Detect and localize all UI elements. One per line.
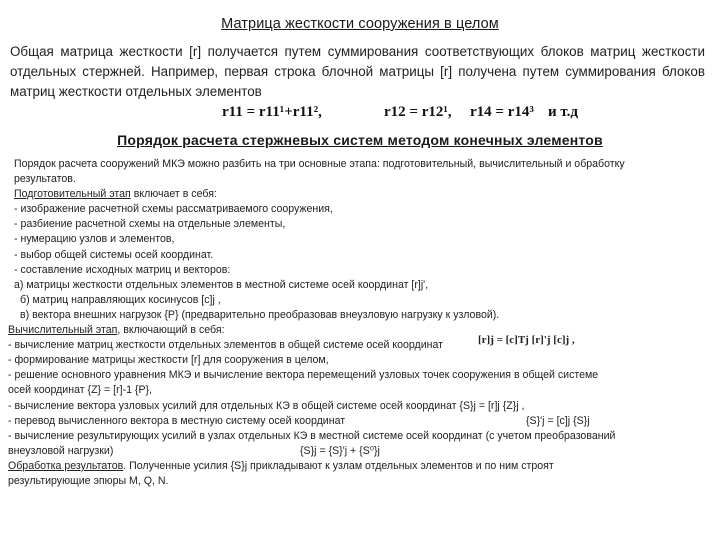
formula-result-forces: {S}j = {S}'j + {S⁰}j bbox=[300, 444, 380, 457]
text-line bbox=[8, 459, 716, 474]
list-item: - вычисление вектора узловых усилий для отдельных КЭ в общей системе осей координат {S}j = [r]j {Z}j , bbox=[8, 399, 525, 412]
formula-global-stiffness: [r]j = [c]Tj [r]'j [c]j , bbox=[478, 334, 575, 347]
list-item: - изображение расчетной схемы рассматриваемого сооружения, bbox=[14, 203, 333, 216]
text-line: Порядок расчета сооружений МКЭ можно разбить на три основные этапа: подготовительный, вычислительный и обработку bbox=[14, 158, 625, 170]
text-line bbox=[8, 187, 716, 202]
text-line bbox=[8, 323, 716, 338]
list-item bbox=[8, 414, 716, 429]
text-line: результирующие эпюры M, Q, N. bbox=[8, 474, 169, 487]
section-title: Порядок расчета стержневых систем методом конечных элементов bbox=[117, 132, 603, 148]
list-item: - составление исходных матриц и векторов: bbox=[14, 263, 231, 276]
prep-stage-label: Подготовительный этап bbox=[14, 188, 131, 201]
prep-stage-rest: включает в себя: bbox=[130, 188, 217, 201]
formula-local-forces: {S}'j = [c]j {S}j bbox=[526, 414, 590, 427]
list-item: - решение основного уравнения МКЭ и вычисление вектора перемещений узловых точек сооружения в общей системе bbox=[8, 369, 599, 382]
procedure-text bbox=[8, 157, 716, 489]
list-item: - нумерацию узлов и элементов, bbox=[14, 233, 175, 246]
text-line: результатов. bbox=[14, 173, 76, 186]
formula-r12: r12 = r12¹, bbox=[384, 104, 452, 120]
calc-stage-rest: , включающий в себя: bbox=[117, 324, 225, 337]
calc-stage-label: Вычислительный этап bbox=[8, 324, 118, 337]
formula-r14: r14 = r14³ bbox=[470, 104, 534, 120]
list-item: - вычисление результирующих усилий в узлах отдельных КЭ в местной системе осей координат (с учетом преобразований bbox=[8, 429, 616, 442]
formula-r11: r11 = r11¹+r11², bbox=[222, 104, 322, 120]
list-item-text: - вычисление матриц жесткости отдельных элементов в общей системе осей координат bbox=[8, 339, 443, 352]
list-item bbox=[8, 334, 716, 353]
post-stage-label: Обработка результатов bbox=[8, 459, 124, 472]
list-item: в) вектора внешних нагрузок {P} (предварительно преобразовав внеузловую нагрузку к узловой). bbox=[20, 308, 500, 321]
post-stage-rest: . Полученные усилия {S}j прикладывают к узлам отдельных элементов и по ним строят bbox=[123, 459, 554, 472]
list-item-text: - перевод вычисленного вектора в местную систему осей координат bbox=[8, 414, 346, 427]
slide-title: Матрица жесткости сооружения в целом bbox=[221, 16, 499, 32]
list-item: б) матриц направляющих косинусов [c]j , bbox=[20, 293, 221, 306]
list-item: - разбиение расчетной схемы на отдельные элементы, bbox=[14, 218, 286, 231]
list-item: а) матрицы жесткости отдельных элементов в местной системе осей координат [r]j', bbox=[14, 278, 429, 291]
list-item-text: внеузловой нагрузки) bbox=[8, 444, 114, 457]
text-line bbox=[8, 444, 716, 459]
formula-etc: и т.д bbox=[548, 104, 578, 120]
list-item: - формирование матрицы жесткости [r] для сооружения в целом, bbox=[8, 354, 329, 367]
text-line: осей координат {Z} = [r]-1 {P}, bbox=[8, 384, 153, 397]
list-item: - выбор общей системы осей координат. bbox=[14, 248, 214, 261]
intro-paragraph: Общая матрица жесткости [r] получается путем суммирования соответствующих блоков матриц жесткости отдельных стержней. Например, первая строка блочной матрицы [r] получена путем суммирования блоков матриц жесткости отдельных элементов bbox=[10, 44, 705, 99]
